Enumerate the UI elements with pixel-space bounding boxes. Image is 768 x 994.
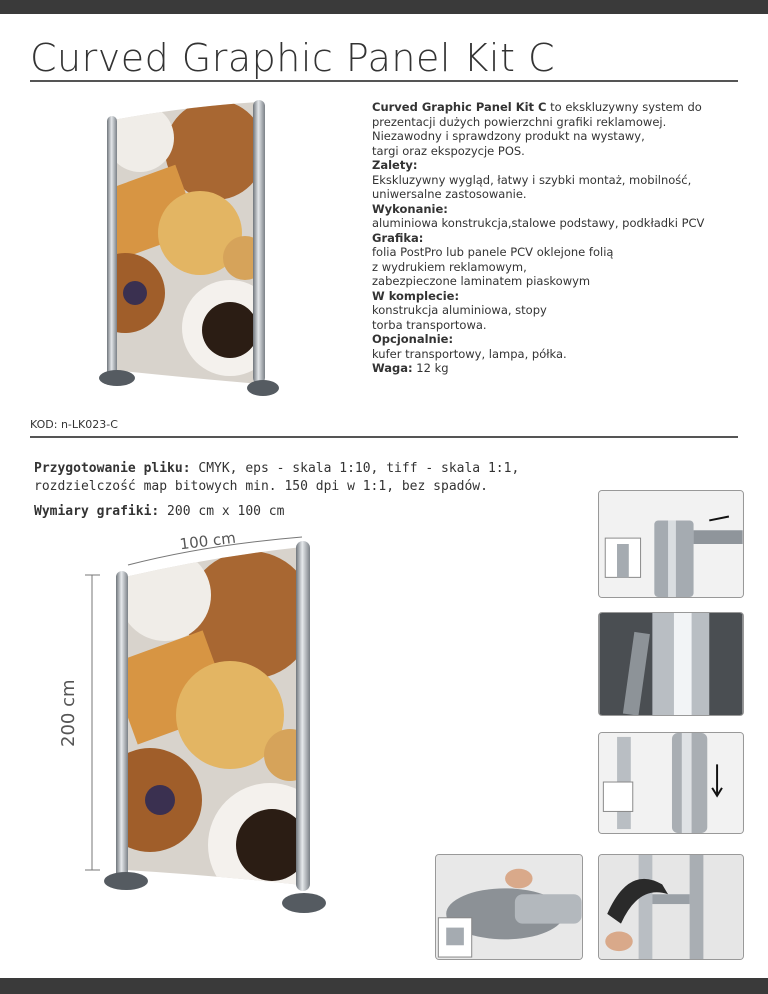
grafika-label: Grafika:	[372, 230, 424, 245]
waga-label: Waga:	[372, 361, 413, 375]
detail-photo-profile	[598, 612, 744, 716]
komplet-text: torba transportowa.	[372, 317, 487, 332]
section-divider	[30, 436, 738, 438]
intro-text: prezentacji dużych powierzchni grafiki reklamowej.	[372, 114, 667, 129]
bottom-bar	[0, 978, 768, 994]
dimensions-text: 200 cm x 100 cm	[159, 504, 285, 519]
wykonanie-label: Wykonanie:	[372, 201, 448, 216]
intro-text: to ekskluzywny system do	[546, 100, 702, 114]
file-preparation	[34, 460, 594, 496]
intro-text: targi oraz ekspozycje POS.	[372, 143, 525, 158]
product-code: KOD: n-LK023-C	[30, 418, 118, 431]
waga-text: 12 kg	[412, 361, 449, 375]
detail-photo-base	[435, 854, 583, 960]
grafika-text: zabezpieczone laminatem piaskowym	[372, 274, 591, 288]
title-divider	[30, 80, 738, 82]
opcja-text: kufer transportowy, lampa, półka.	[372, 346, 567, 361]
dimension-drawing	[40, 525, 340, 935]
opcja-label: Opcjonalnie:	[372, 332, 454, 346]
product-photo	[95, 98, 280, 398]
grafika-text: z wydrukiem reklamowym,	[372, 259, 527, 274]
komplet-text: konstrukcja aluminiowa, stopy	[372, 303, 547, 317]
intro-text: Niezawodny i sprawdzony produkt na wystawy,	[372, 129, 645, 143]
file-prep-label: Przygotowanie pliku:	[34, 461, 191, 476]
detail-photo-graphic-insert	[598, 854, 744, 960]
komplet-label: W komplecie:	[372, 288, 460, 303]
zalety-text: uniwersalne zastosowanie.	[372, 187, 527, 201]
graphic-dimensions	[34, 504, 284, 519]
wykonanie-text: aluminiowa konstrukcja,stalowe podstawy, podkładki PCV	[372, 216, 705, 230]
height-label: 200 cm	[58, 679, 79, 747]
file-prep-text: rozdzielczość map bitowych min. 150 dpi w 1:1, bez spadów.	[34, 479, 488, 494]
top-bar	[0, 0, 768, 14]
grafika-text: folia PostPro lub panele PCV oklejone folią	[372, 245, 614, 259]
file-prep-text: CMYK, eps - skala 1:10, tiff - skala 1:1,	[190, 461, 520, 476]
zalety-label: Zalety:	[372, 158, 418, 172]
product-description	[372, 100, 752, 376]
zalety-text: Ekskluzywny wygląd, łatwy i szybki montaż, mobilność,	[372, 172, 692, 187]
page-title: Curved Graphic Panel Kit C	[30, 36, 555, 80]
dimensions-label: Wymiary grafiki:	[34, 504, 160, 519]
width-label: 100 cm	[178, 528, 237, 554]
detail-photo-assembly	[598, 732, 744, 834]
detail-photo-clamp	[598, 490, 744, 598]
intro-bold: Curved Graphic Panel Kit C	[372, 100, 547, 114]
